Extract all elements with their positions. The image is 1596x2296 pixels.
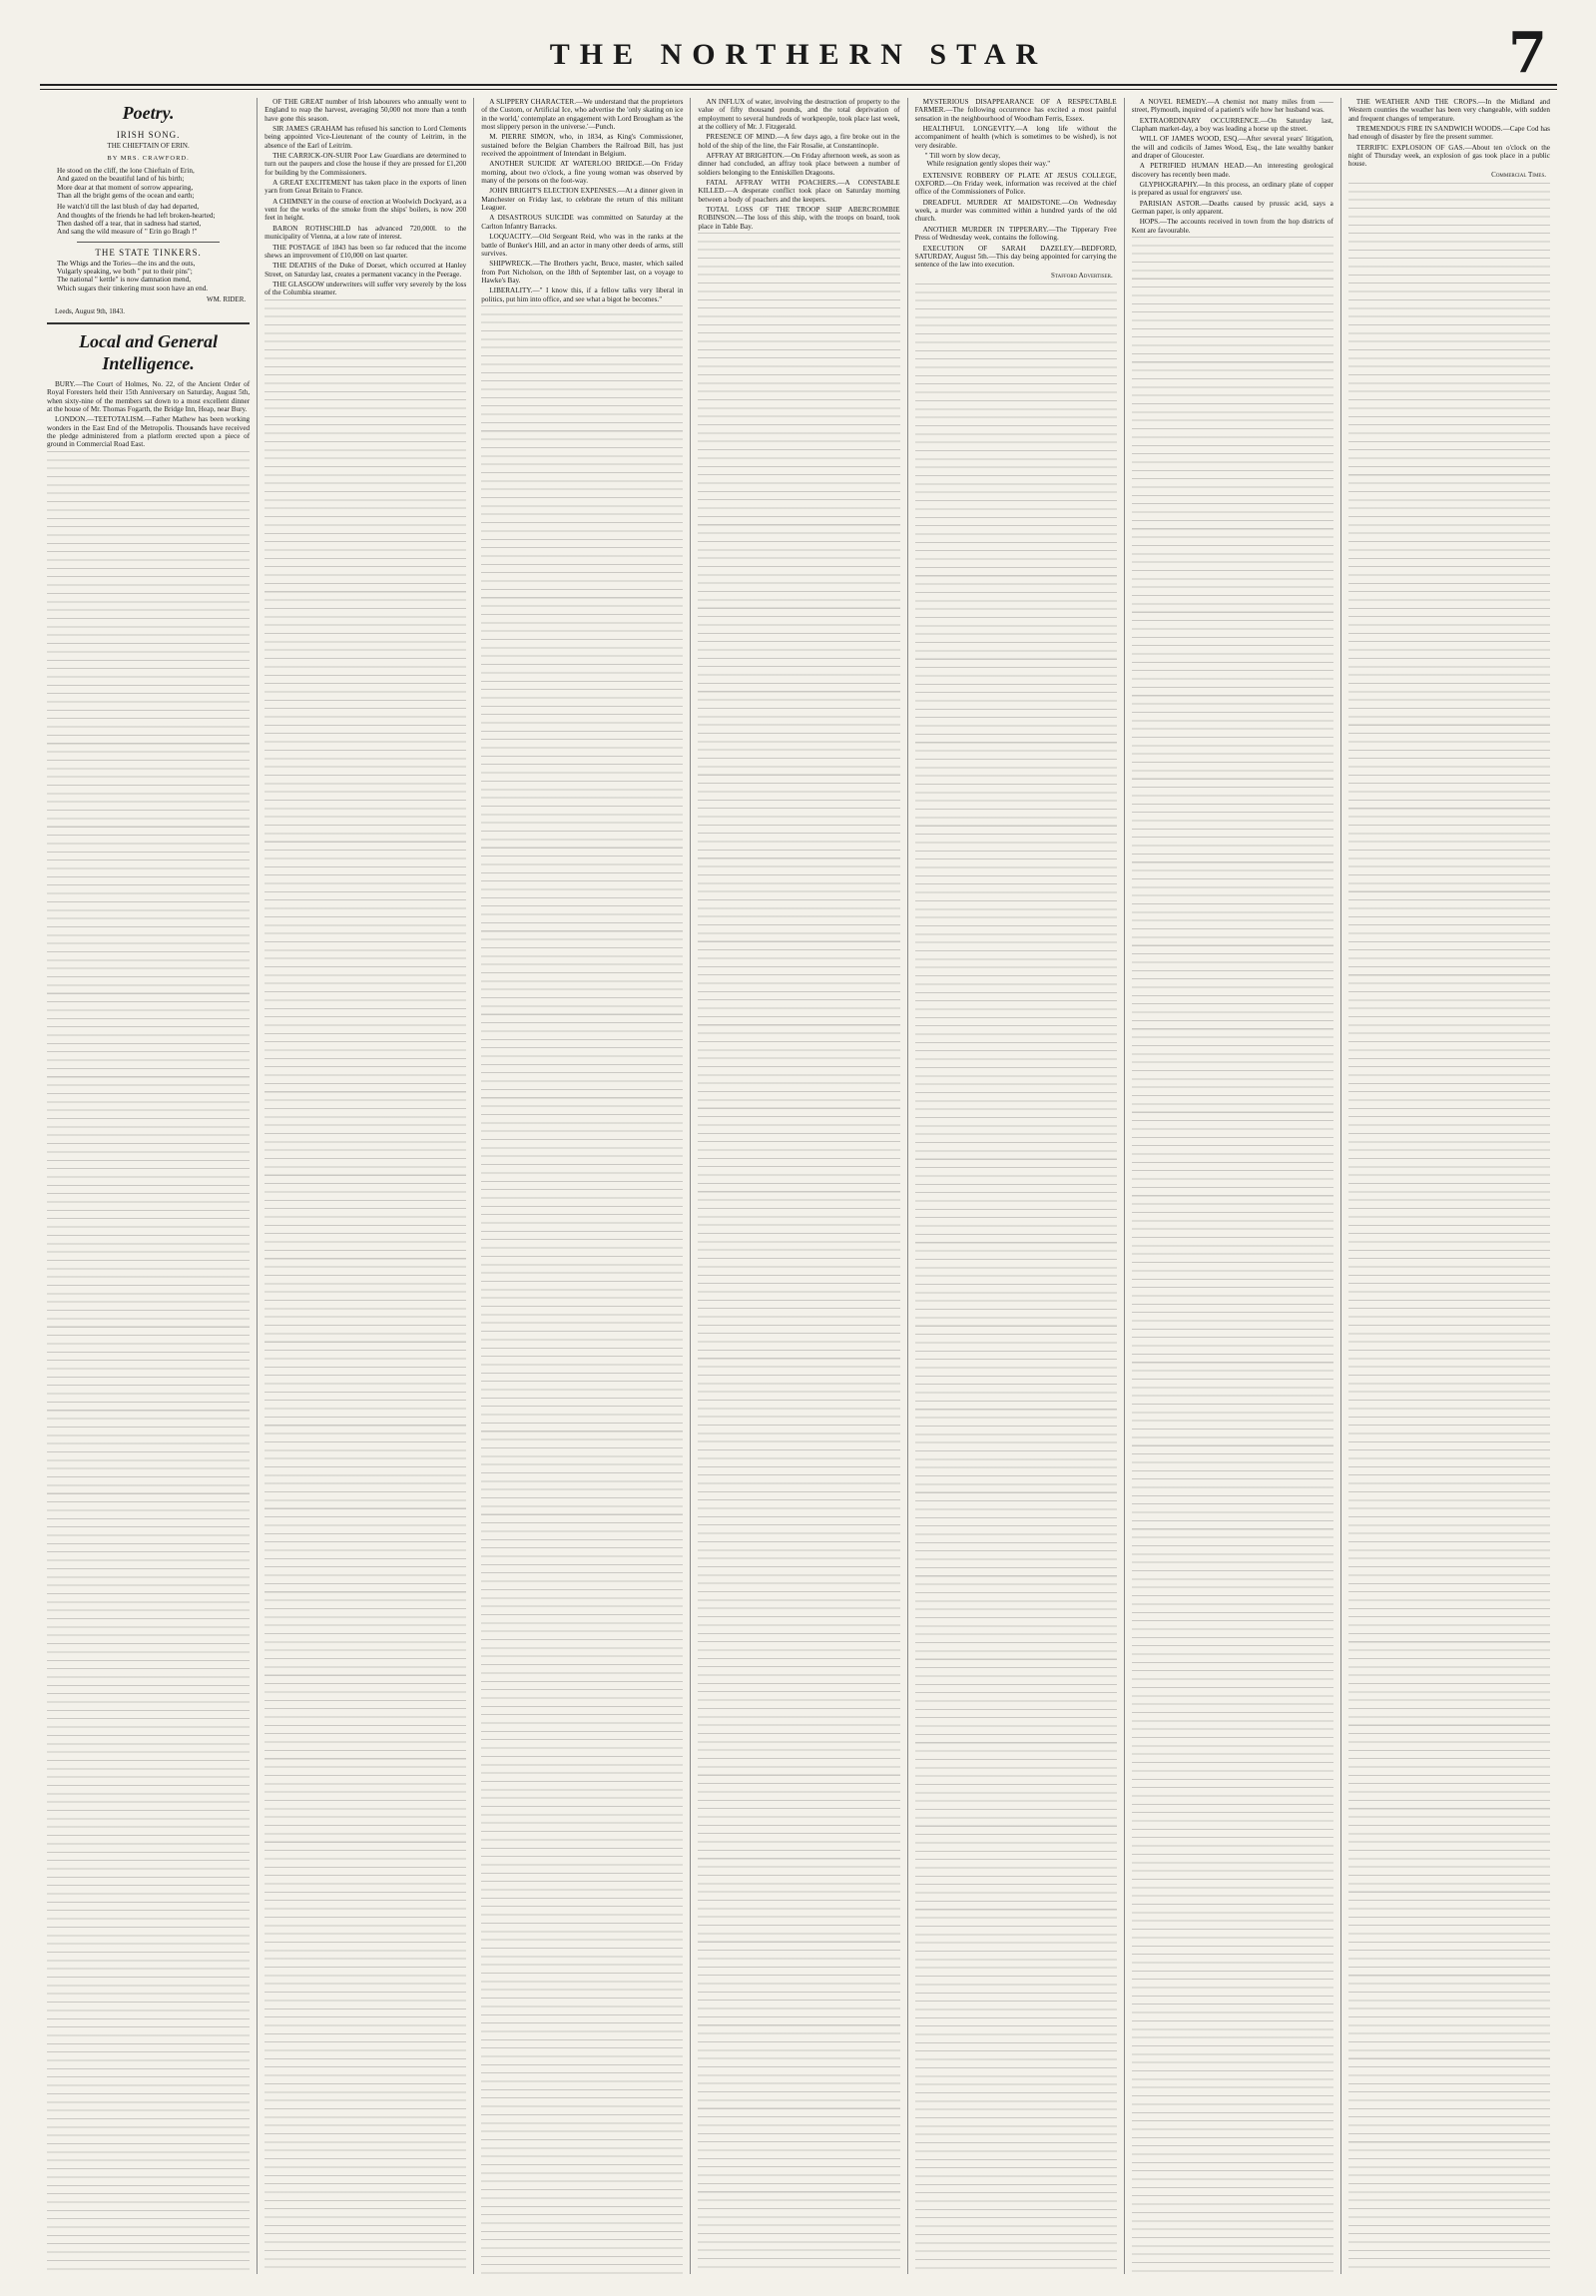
newspaper-columns: [40, 98, 1557, 2274]
article-paragraph: THE GLASGOW underwriters will suffer very severely by the loss of the Columbia steamer.: [265, 280, 467, 297]
article-paragraph: THE CARRICK-ON-SUIR Poor Law Guardians are determined to turn out the paupers and close the house if they are pressed for £1,200 for building by the Commissioners.: [265, 152, 467, 177]
poem-title: IRISH SONG.: [116, 130, 181, 140]
column-7: [1340, 98, 1557, 2274]
article-paragraph: THE WEATHER AND THE CROPS.—In the Midland and Western counties the weather has been very changeable, with sudden and frequent changes of temperature.: [1347, 98, 1550, 123]
poem-author: BY MRS. CRAWFORD.: [107, 155, 190, 162]
text-block: [698, 233, 899, 2274]
article-paragraph: A CHIMNEY in the course of erection at Woolwich Dockyard, as a vent for the works of the smoke from the ships' boilers, is now 200 feet in height.: [265, 197, 467, 223]
article-paragraph: EXTRAORDINARY OCCURRENCE.—On Saturday last, Clapham market-day, a boy was leading a horse up the street.: [1131, 116, 1333, 134]
section-heading: Local and General Intelligence.: [79, 330, 219, 373]
article-paragraph: A GREAT EXCITEMENT has taken place in the exports of linen yarn from Great Britain to France.: [265, 179, 467, 196]
article-source: Stafford Advertiser.: [1051, 271, 1113, 280]
article-paragraph: OF THE GREAT number of Irish labourers who annually went to England to reap the harvest, averaging 50,000 not more than a tenth have gone this season.: [265, 98, 467, 123]
poem-verse: He stood on the cliff, the lone Chieftain of Erin, And gazed on the beautiful land of his birth; More dear at that moment of sorrow appearing, Than all the bright gems of the ocean and earth;: [57, 167, 195, 201]
article-source: Commercial Times.: [1491, 170, 1546, 179]
article-paragraph: HEALTHFUL LONGEVITY.—A long life without the accompaniment of health (which is sometimes to be wished), is not very desirable.: [914, 125, 1117, 150]
article-paragraph: BURY.—The Court of Holmes, No. 22, of the Ancient Order of Royal Foresters held their 15th Anniversary on Saturday, August 5th, when sixty-nine of the members sat down to a most excellent dinner at the house of Mr. Thomas Fogarth, the Bridge Inn, Heap, near Bury.: [47, 379, 251, 413]
article-paragraph: AFFRAY AT BRIGHTON.—On Friday afternoon week, as soon as dinner had concluded, an affray took place between a number of soldiers belonging to the Enniskillen Dragoons.: [698, 152, 900, 177]
poem-verse: The Whigs and the Tories—the ins and the outs, Vulgarly speaking, we both " put to their pins"; The national " kettle" is now damnation mend, Which sugars their tinkering must soon have an end.: [57, 259, 209, 292]
article-paragraph: JOHN BRIGHT'S ELECTION EXPENSES.—At a dinner given in Manchester on Friday last, to celebrate the return of this militant Leaguer.: [481, 187, 684, 213]
article-paragraph: THE DEATHS of the Duke of Dorset, which occurred at Hanley Street, on Saturday last, creates a permanent vacancy in the Peerage.: [265, 262, 467, 279]
poem-signature: WM. RIDER.: [207, 295, 247, 304]
text-block: [1348, 183, 1550, 2274]
text-block: [47, 451, 250, 2274]
column-6: [1124, 98, 1340, 2274]
article-paragraph: AN INFLUX of water, involving the destruction of property to the value of fifty thousand pounds, and the total deprivation of employment to several hundreds of workpeople, took place last week, at the colliery of Mr. J. Fitzgerald.: [698, 98, 900, 132]
article-paragraph: LIBERALITY.—" I know this, if a fellow talks very liberal in politics, put him into office, and see what a bigot he becomes.": [481, 287, 684, 303]
article-paragraph: PRESENCE OF MIND.—A few days ago, a fire broke out in the hold of the ship of the line, the Fair Rosalie, at Constantinople.: [698, 133, 900, 150]
article-paragraph: M. PIERRE SIMON, who, in 1834, as King's Commissioner, sustained before the Belgian Chambers the Railroad Bill, has just received the appointment of Intendant in Belgium.: [481, 133, 684, 159]
article-paragraph: TREMENDOUS FIRE IN SANDWICH WOODS.—Cape Cod has had enough of disaster by fire the present summer.: [1347, 125, 1550, 142]
masthead-rule: [40, 84, 1557, 86]
page-number: 7: [1508, 20, 1547, 86]
text-block: [265, 299, 466, 2274]
article-paragraph: A NOVEL REMEDY.—A chemist not many miles from —— street, Plymouth, inquired of a patient's wife how her husband was.: [1131, 98, 1333, 115]
article-paragraph: BARON ROTHSCHILD has advanced 720,000l. to the municipality of Vienna, at a low rate of interest.: [265, 224, 467, 242]
article-paragraph: LOQUACITY.—Old Sergeant Reid, who was in the ranks at the battle of Bunker's Hill, and an actor in many other deeds of arms, still survives.: [481, 233, 684, 258]
text-block: [915, 284, 1117, 2274]
article-paragraph: PARISIAN ASTOR.—Deaths caused by prussic acid, says a German paper, is only apparent.: [1131, 199, 1333, 217]
column-2: [257, 98, 473, 2274]
article-paragraph: TERRIFIC EXPLOSION OF GAS.—About ten o'clock on the night of Thursday week, an explosion of gas took place in a public house.: [1347, 143, 1550, 169]
article-paragraph: SHIPWRECK.—The Brothers yacht, Bruce, master, which sailed from Port Nicholson, on the 18th of September last, on a voyage to Hawke's Bay.: [481, 260, 684, 285]
newspaper-title: THE NORTHERN STAR: [549, 38, 1048, 71]
divider: [47, 322, 250, 324]
article-paragraph: ANOTHER SUICIDE AT WATERLOO BRIDGE.—On Friday morning, about two o'clock, a fine young woman was observed by many of the persons on the foot-way.: [481, 160, 684, 186]
poem-dateline: Leeds, August 9th, 1843.: [55, 307, 125, 316]
text-block: [1132, 237, 1333, 2274]
poetry-heading: Poetry.: [122, 103, 175, 123]
column-4: [690, 98, 906, 2274]
divider: [77, 242, 220, 243]
poem-subtitle: THE CHIEFTAIN OF ERIN.: [107, 142, 190, 150]
column-5: [907, 98, 1124, 2274]
article-paragraph: FATAL AFFRAY WITH POACHERS.—A CONSTABLE KILLED.—A desperate conflict took place on Saturday morning between a body of poachers and the keepers.: [698, 179, 900, 204]
text-block: [481, 305, 683, 2274]
article-paragraph: A SLIPPERY CHARACTER.—We understand that the proprietors of the Custom, or Artificial Ice, who advertise the 'only skating on ice in the world,' contemplate an engagement with Lord Brougham as 'the most slippery person in the universe.'—Punch.: [481, 98, 684, 132]
quoted-verse: " Till worn by slow decay, While resignation gently slopes their way.": [924, 152, 1051, 169]
article-paragraph: A DISASTROUS SUICIDE was committed on Saturday at the Carlton Infantry Barracks.: [481, 214, 684, 231]
article-paragraph: THE POSTAGE of 1843 has been so far reduced that the income shews an improvement of £10,000 on last quarter.: [265, 243, 467, 260]
masthead-rule-thin: [40, 89, 1557, 90]
article-paragraph: EXECUTION OF SARAH DAZELEY.—BEDFORD, SATURDAY, August 5th.—This day being appointed for carrying the sentence of the law into execution.: [914, 244, 1117, 270]
poem-verse: He watch'd till the last blush of day had departed, And thoughts of the friends he had left broken-hearted; Then dashed off a tear, that in sadness had started, And sang the wild measure of " Erin go Bragh !": [57, 203, 216, 237]
column-1: [40, 98, 257, 2274]
masthead: [40, 20, 1557, 86]
article-paragraph: GLYPHOGRAPHY.—In this process, an ordinary plate of copper is prepared as usual for engravers' use.: [1131, 181, 1333, 198]
article-paragraph: HOPS.—The accounts received in town from the hop districts of Kent are favourable.: [1131, 218, 1333, 235]
article-paragraph: SIR JAMES GRAHAM has refused his sanction to Lord Clements being appointed Vice-Lieutenant of the county of Leitrim, in the absence of the Earl of Leitrim.: [265, 125, 467, 150]
article-paragraph: TOTAL LOSS OF THE TROOP SHIP ABERCROMBIE ROBINSON.—The loss of this ship, with the troops on board, took place in Table Bay.: [698, 206, 900, 231]
article-paragraph: ANOTHER MURDER IN TIPPERARY.—The Tipperary Free Press of Wednesday week, contains the following.: [914, 225, 1117, 243]
article-paragraph: MYSTERIOUS DISAPPEARANCE OF A RESPECTABLE FARMER.—The following occurrence has excited a most painful sensation in the neighbourhood of Woodham Ferris, Essex.: [914, 98, 1117, 123]
article-paragraph: A PETRIFIED HUMAN HEAD.—An interesting geological discovery has recently been made.: [1131, 162, 1333, 179]
article-paragraph: LONDON.—TEETOTALISM.—Father Mathew has been working wonders in the East End of the Metropolis. Thousands have received the pledge administered from a platform erected upon a piece of ground in Commercial Road East.: [47, 415, 251, 449]
article-paragraph: DREADFUL MURDER AT MAIDSTONE.—On Wednesday week, a murder was committed within a hundred yards of the old church.: [914, 198, 1117, 224]
poem-title: THE STATE TINKERS.: [95, 247, 202, 258]
article-paragraph: WILL OF JAMES WOOD, ESQ.—After several years' litigation, the will and codicils of James Wood, Esq., the late wealthy banker and draper of Gloucester.: [1131, 135, 1333, 161]
column-3: [473, 98, 690, 2274]
article-paragraph: EXTENSIVE ROBBERY OF PLATE AT JESUS COLLEGE, OXFORD.—On Friday week, information was received at the chief office of the Commissioners of Police.: [914, 171, 1117, 197]
